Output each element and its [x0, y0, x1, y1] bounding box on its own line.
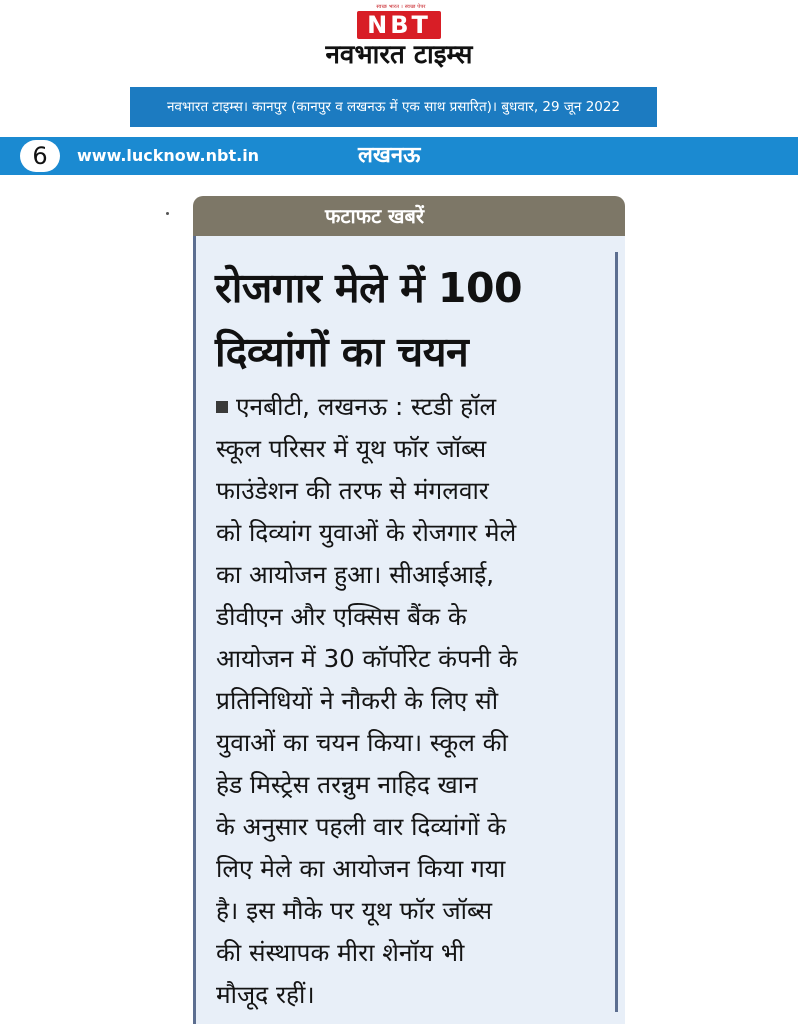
- article-line: है। इस मौके पर यूथ फॉर जॉब्स: [216, 896, 493, 925]
- article-line: स्कूल परिसर में यूथ फॉर जॉब्स: [216, 434, 487, 463]
- article-line: लिए मेले का आयोजन किया गया: [216, 854, 506, 883]
- article-line: की संस्थापक मीरा शेनॉय भी: [216, 938, 465, 967]
- article-line: प्रतिनिधियों ने नौकरी के लिए सौ: [216, 686, 499, 715]
- article-line-text: एनबीटी, लखनऊ : स्टडी हॉल: [236, 392, 497, 421]
- print-speck: [166, 212, 169, 215]
- page-number-badge: 6: [20, 140, 60, 172]
- paper-name: नवभारत टाइम्स: [325, 40, 473, 70]
- article-line: का आयोजन हुआ। सीआईआई,: [216, 560, 495, 589]
- bullet-square-icon: [216, 401, 228, 413]
- news-clipping: [193, 196, 625, 1024]
- article-line: [216, 386, 612, 428]
- page-url: www.lucknow.nbt.in: [77, 146, 260, 165]
- column-rule: [615, 252, 618, 1012]
- masthead: [0, 0, 798, 80]
- article-line: के अनुसार पहली वार दिव्यांगों के: [216, 812, 507, 841]
- masthead-tagline: स्वच्छ भारत । स्वच्छ पेपर: [376, 4, 426, 10]
- article-line: डीवीएन और एक्सिस बैंक के: [216, 602, 467, 631]
- headline-line: दिव्यांगों का चयन: [215, 328, 469, 376]
- article-body: [216, 386, 612, 1016]
- nbt-logo: NBT: [357, 11, 441, 39]
- page-section-title: लखनऊ: [358, 143, 421, 168]
- article-headline: [215, 256, 615, 384]
- dateline: नवभारत टाइम्स। कानपुर (कानपुर व लखनऊ में एक साथ प्रसारित)। बुधवार, 29 जून 2022: [130, 87, 657, 127]
- article-line: को दिव्यांग युवाओं के रोजगार मेले: [216, 518, 517, 547]
- article-line: आयोजन में 30 कॉर्पोरेट कंपनी के: [216, 644, 518, 673]
- article-line: युवाओं का चयन किया। स्कूल की: [216, 728, 508, 757]
- article-line: मौजूद रहीं।: [216, 980, 315, 1009]
- page-bar: [0, 137, 798, 175]
- clipping-header-label: फटाफट खबरें: [325, 204, 425, 228]
- clipping-header: [193, 196, 625, 236]
- article-line: फाउंडेशन की तरफ से मंगलवार: [216, 476, 489, 505]
- headline-line: रोजगार मेले में 100: [215, 264, 523, 312]
- clipping-body: [193, 236, 625, 1024]
- article-line: हेड मिस्ट्रेस तरन्नुम नाहिद खान: [216, 770, 478, 799]
